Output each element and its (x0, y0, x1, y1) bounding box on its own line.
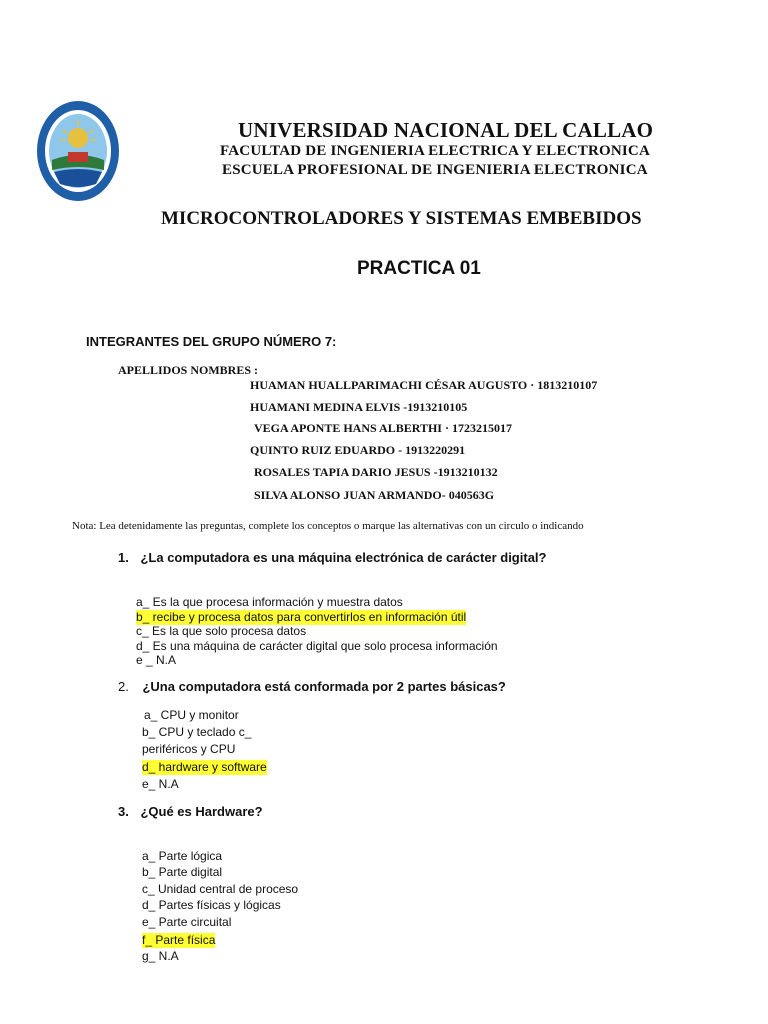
option-item: c_ Unidad central de proceso (142, 882, 299, 896)
university-seal-icon (36, 100, 120, 202)
option-item: d_ Partes físicas y lógicas (142, 898, 281, 912)
option-item: periféricos y CPU (142, 742, 236, 756)
practice-title: PRACTICA 01 (357, 258, 481, 279)
school-title: ESCUELA PROFESIONAL DE INGENIERIA ELECTRONICA (222, 162, 648, 178)
member-item: VEGA APONTE HANS ALBERTHI · 1723215017 (254, 421, 512, 435)
member-item: HUAMAN HUALLPARIMACHI CÉSAR AUGUSTO · 1813210107 (250, 378, 598, 392)
question-number: 3. (118, 804, 129, 819)
option-item: a_ CPU y monitor (144, 708, 239, 722)
apellidos-label: APELLIDOS NOMBRES : (118, 363, 259, 377)
university-title: UNIVERSIDAD NACIONAL DEL CALLAO (238, 118, 654, 142)
question-number: 1. (118, 550, 129, 565)
option-item-highlighted: f_ Parte física (142, 933, 216, 947)
instructions-note: Nota: Lea detenidamente las preguntas, complete los conceptos o marque las alternativas con un circulo o indicando (72, 520, 584, 532)
option-item: e_ Parte circuital (142, 915, 232, 929)
question-number: 2. (118, 679, 129, 694)
question-text: ¿Una computadora está conformada por 2 partes básicas? (142, 679, 506, 694)
member-item: QUINTO RUIZ EDUARDO - 1913220291 (250, 443, 466, 457)
member-item: ROSALES TAPIA DARIO JESUS -1913210132 (254, 465, 498, 479)
group-label: INTEGRANTES DEL GRUPO NÚMERO 7: (86, 334, 337, 349)
question-2 (118, 679, 506, 694)
option-item: a_ Es la que procesa información y muestra datos (136, 595, 403, 609)
option-item: e_ N.A (142, 777, 179, 791)
option-item: d_ Es una máquina de carácter digital que solo procesa información (136, 639, 498, 653)
course-title: MICROCONTROLADORES Y SISTEMAS EMBEBIDOS (161, 208, 642, 229)
question-3 (118, 804, 263, 819)
option-item: a_ Parte lógica (142, 849, 223, 863)
option-item: g_ N.A (142, 949, 179, 963)
option-item: e _ N.A (136, 653, 177, 667)
question-1 (118, 550, 546, 565)
member-item: HUAMANI MEDINA ELVIS -1913210105 (250, 400, 468, 414)
option-item-highlighted: b_ recibe y procesa datos para convertirlos en información útil (136, 610, 467, 624)
option-item: b_ Parte digital (142, 865, 223, 879)
question-text: ¿La computadora es una máquina electrónica de carácter digital? (140, 550, 547, 565)
option-item: b_ CPU y teclado c_ (142, 725, 252, 739)
faculty-title: FACULTAD DE INGENIERIA ELECTRICA Y ELECTRONICA (220, 143, 650, 159)
option-item: c_ Es la que solo procesa datos (136, 624, 307, 638)
member-item: SILVA ALONSO JUAN ARMANDO- 040563G (254, 488, 495, 502)
question-text: ¿Qué es Hardware? (140, 804, 263, 819)
option-item-highlighted: d_ hardware y software (142, 760, 267, 774)
